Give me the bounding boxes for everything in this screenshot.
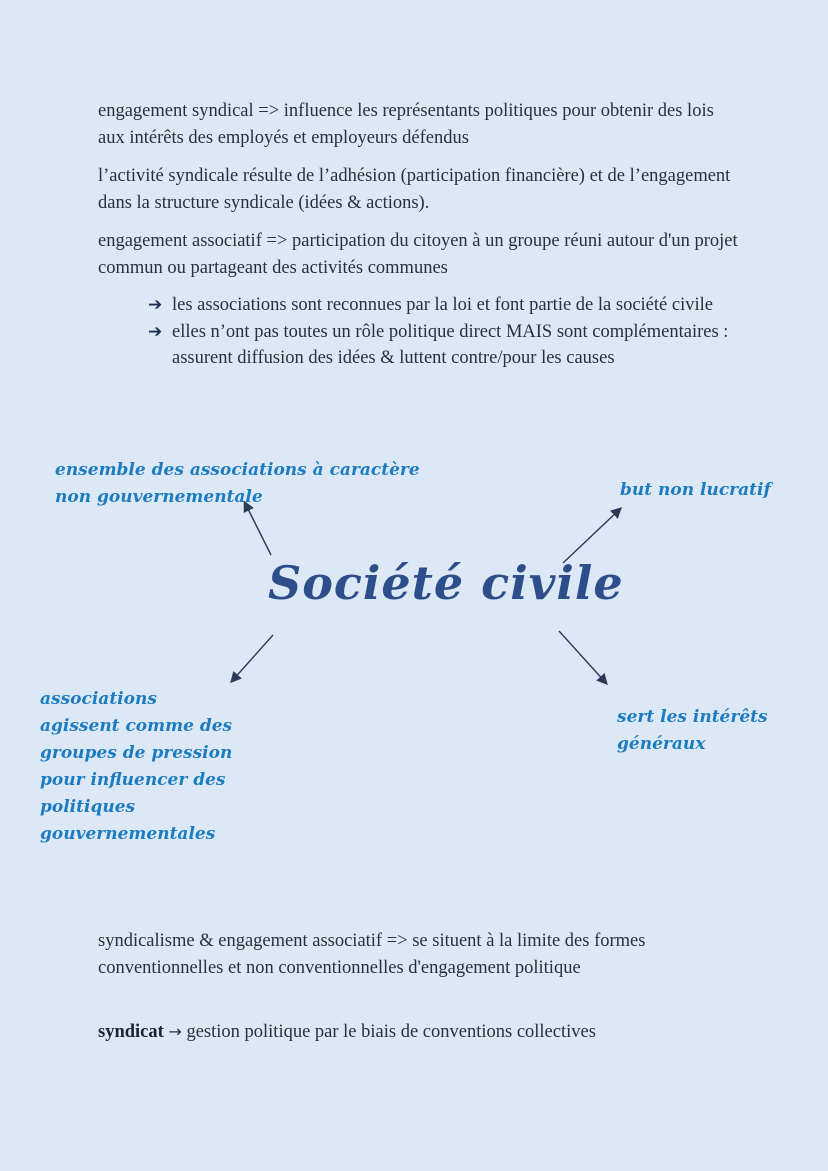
arrow-right-icon: ➔ — [148, 321, 163, 342]
mindmap-top-left: ensemble des associations à caractère non gouvernementale — [55, 460, 420, 507]
bullet-text: les associations sont reconnues par la loi et font partie de la société civile — [172, 295, 713, 315]
mindmap-center-title: Société civile — [268, 556, 624, 610]
paragraph-syndicalisme: syndicalisme & engagement associatif => se situent à la limite des formes conventionnelles et non conventionnelles d'engagement politique — [98, 931, 646, 978]
paragraph-activite-syndicale: l’activité syndicale résulte de l’adhésion (participation financière) et de l’engagement dans la structure syndicale (idées & actions). — [98, 166, 731, 213]
mindmap-bottom-left: associations agissent comme des groupes de pression pour influencer des politiques gouvernementales — [40, 689, 233, 844]
arrow-bottom-left — [232, 635, 273, 681]
definition-text: gestion politique par le biais de conventions collectives — [181, 1022, 596, 1042]
arrow-bottom-right — [559, 631, 606, 683]
paragraph-syndical: engagement syndical => influence les représentants politiques pour obtenir des lois aux intérêts des employés et employeurs défendus — [98, 101, 714, 148]
arrow-top-right — [563, 509, 620, 563]
term-syndicat: syndicat — [98, 1022, 164, 1042]
mindmap-top-right: but non lucratif — [620, 480, 771, 500]
arrow-right-icon: ➔ — [148, 295, 163, 315]
paragraph-associatif: engagement associatif => participation du citoyen à un groupe réuni autour d'un projet commun ou partageant des activités communes — [98, 231, 738, 278]
mindmap-bottom-right: sert les intérêts généraux — [617, 707, 768, 754]
bullet-text: elles n’ont pas toutes un rôle politique direct MAIS sont complémentaires : assurent diffusion des idées & luttent contre/pour les causes — [172, 321, 729, 368]
arrow-right-icon: → — [168, 1022, 182, 1041]
paragraph-syndicat — [98, 1019, 738, 1046]
